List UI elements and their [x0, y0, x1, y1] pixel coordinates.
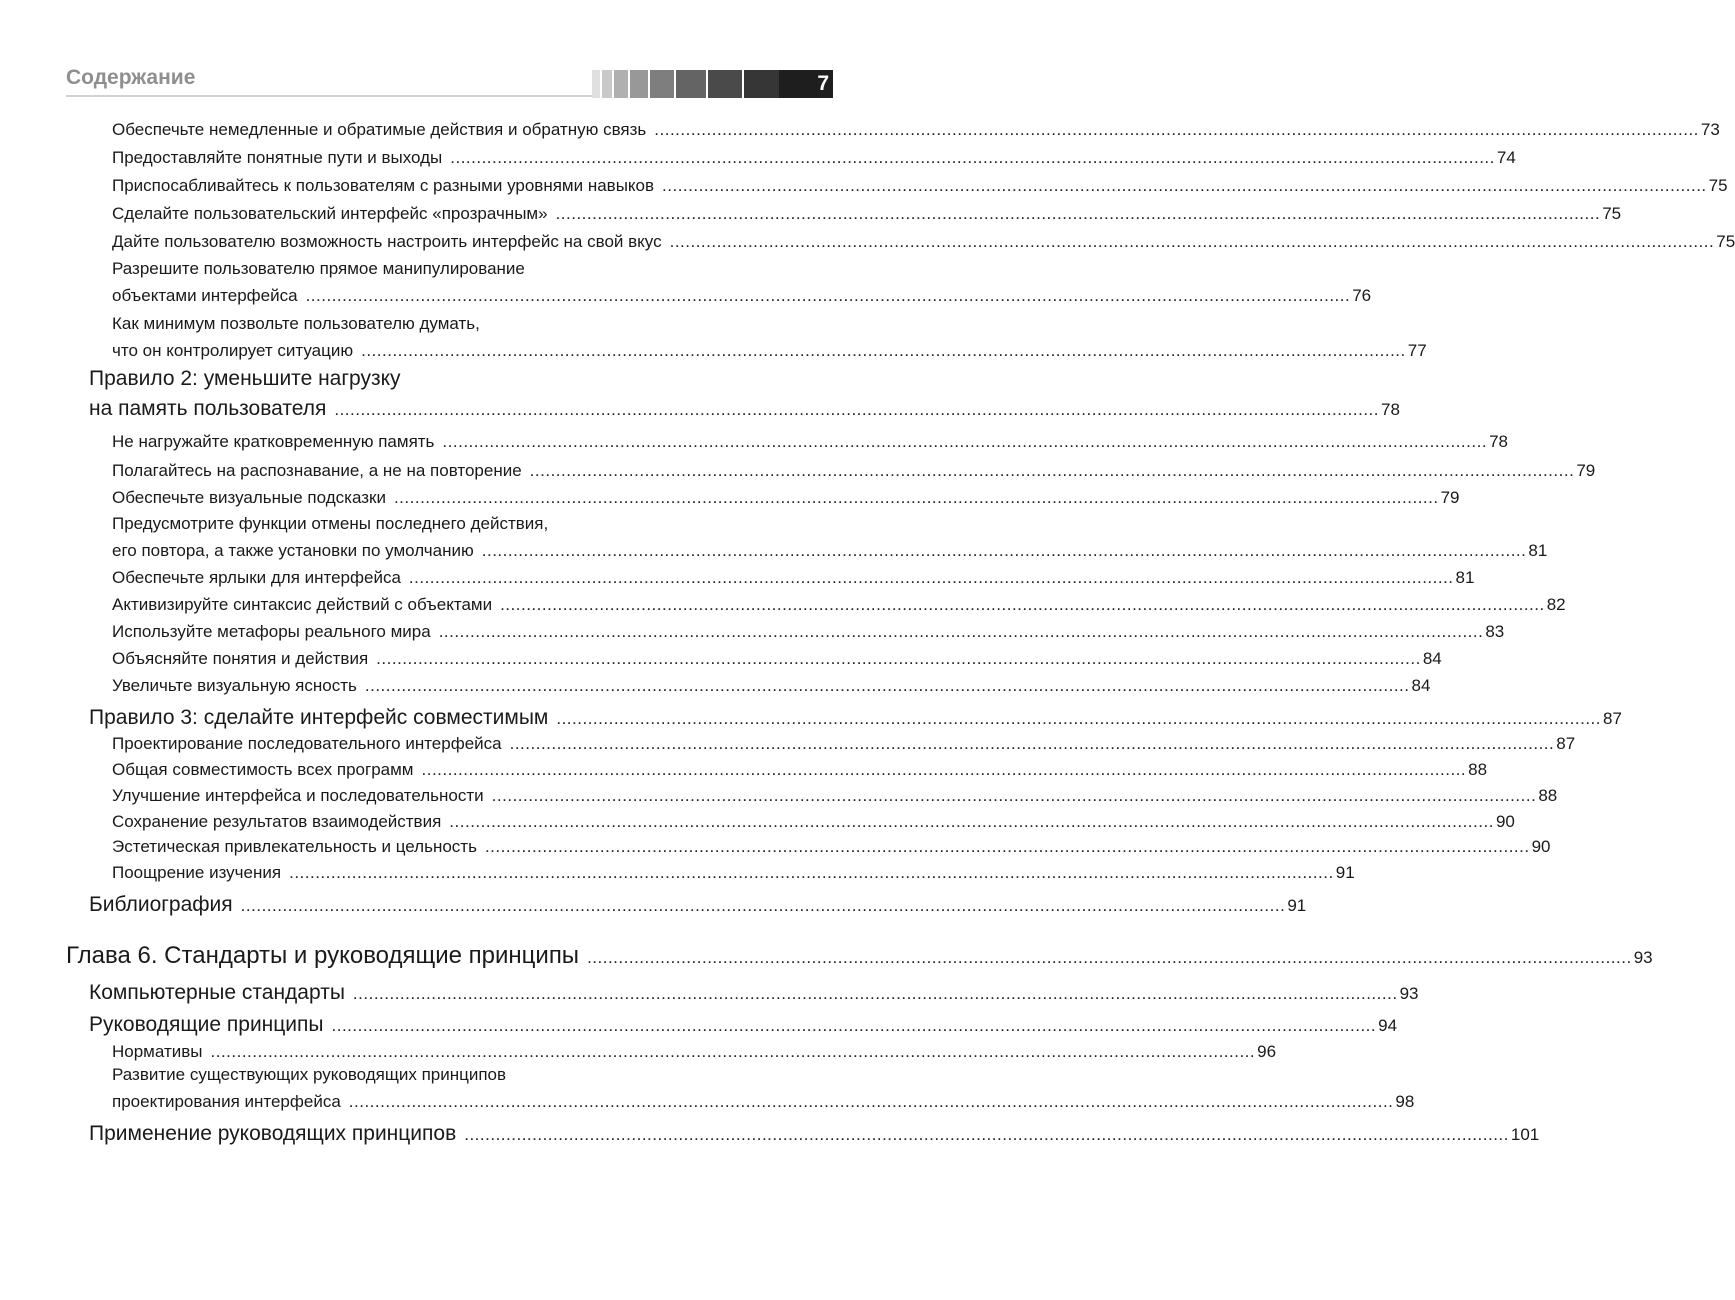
toc-leader-dots: ........................................................................................................................................................................................................: [421, 760, 1467, 779]
toc-entry-title: на память пользователя: [89, 397, 327, 420]
toc-page-number: 87: [1556, 734, 1576, 753]
toc-line: [89, 394, 1400, 424]
toc-leader-dots: ........................................................................................................................................................................................................: [305, 286, 1351, 305]
toc-leader-dots: ........................................................................................................................................................................................................: [352, 984, 1398, 1003]
toc-entry-title: Разрешите пользователю прямое манипулирование: [112, 259, 525, 278]
toc-line: [112, 859, 1355, 886]
toc-entry: [112, 255, 1372, 309]
toc-page-number: 94: [1378, 1016, 1398, 1035]
header-bar: [744, 70, 779, 98]
toc-line: [112, 618, 1505, 645]
toc-leader-dots: ........................................................................................................................................................................................................: [449, 812, 1494, 831]
toc-page-number: 83: [1485, 622, 1505, 641]
toc-entry-title: Обеспечьте визуальные подсказки: [112, 488, 386, 507]
toc-leader-dots: ........................................................................................................................................................................................................: [484, 837, 1530, 856]
toc-page-number: 76: [1352, 286, 1372, 305]
toc-entry-title: Не нагружайте кратковременную память: [112, 432, 435, 451]
toc-line: [112, 337, 1427, 364]
toc-leader-dots: ........................................................................................................................................................................................................: [500, 595, 1545, 614]
toc-line: [112, 645, 1442, 672]
page-number: 7: [817, 72, 829, 95]
toc-leader-dots: ........................................................................................................................................................................................................: [289, 863, 1334, 882]
toc-entry: [112, 782, 1558, 809]
toc-line: [112, 310, 833, 337]
toc-page-number: 77: [1407, 341, 1427, 360]
toc-line: [89, 364, 833, 394]
toc-line: [112, 228, 1735, 255]
toc-page-number: 98: [1395, 1092, 1415, 1111]
toc-line: [112, 255, 833, 282]
toc-leader-dots: ........................................................................................................................................................................................................: [438, 622, 1484, 641]
toc-line: [112, 510, 833, 537]
toc-line: [112, 564, 1475, 591]
toc-entry: [66, 942, 1653, 969]
toc-entry: [112, 672, 1431, 699]
toc-page-number: 88: [1538, 786, 1558, 805]
toc-page-number: 84: [1422, 649, 1442, 668]
toc-page-number: 101: [1510, 1125, 1540, 1144]
toc-entry-title: Нормативы: [112, 1042, 203, 1061]
toc-entry: [112, 859, 1355, 886]
toc-entry-title: Библиография: [89, 893, 233, 916]
toc-line: [112, 144, 1516, 171]
toc-leader-dots: ........................................................................................................................................................................................................: [587, 948, 1632, 967]
toc-page-number: 82: [1546, 595, 1566, 614]
toc-entry-title: Правило 2: уменьшите нагрузку: [89, 367, 401, 390]
toc-entry-title: Объясняйте понятия и действия: [112, 649, 369, 668]
header-bar: [708, 70, 742, 98]
toc-entry-title: Эстетическая привлекательность и цельность: [112, 837, 477, 856]
toc-entry: [112, 1061, 1415, 1115]
toc-line: [112, 672, 1431, 699]
toc-leader-dots: ........................................................................................................................................................................................................: [450, 148, 1495, 167]
toc-page-number: 91: [1335, 863, 1355, 882]
toc-entry-title: Улучшение интерфейса и последовательности: [112, 786, 484, 805]
toc-entry: [112, 228, 1735, 255]
header-bar: [630, 70, 648, 98]
toc-entry: [112, 200, 1622, 227]
toc-page-number: 93: [1633, 948, 1653, 967]
toc-entry: [89, 1010, 1398, 1040]
toc-leader-dots: ........................................................................................................................................................................................................: [348, 1092, 1394, 1111]
toc-entry: [112, 645, 1442, 672]
toc-entry-title: Компьютерные стандарты: [89, 981, 345, 1004]
toc-entry: [89, 364, 1400, 424]
toc-leader-dots: ........................................................................................................................................................................................................: [529, 461, 1575, 480]
toc-entry-title: Поощрение изучения: [112, 863, 282, 882]
toc-entry: [89, 978, 1419, 1008]
toc-leader-dots: ........................................................................................................................................................................................................: [334, 400, 1379, 419]
header-bar: [614, 70, 628, 98]
toc-entry-title: его повтора, а также установки по умолчанию: [112, 541, 474, 560]
toc-page-number: 81: [1455, 568, 1475, 587]
toc-leader-dots: ........................................................................................................................................................................................................: [556, 709, 1601, 728]
toc-line: [112, 756, 1488, 783]
toc-entry: [89, 1119, 1540, 1149]
header-bar: [650, 70, 674, 98]
toc-leader-dots: ........................................................................................................................................................................................................: [361, 341, 1406, 360]
toc-entry-title: Активизируйте синтаксис действий с объектами: [112, 595, 493, 614]
toc-leader-dots: ........................................................................................................................................................................................................: [509, 734, 1555, 753]
toc-entry-title: Увеличьте визуальную ясность: [112, 676, 357, 695]
toc-leader-dots: ........................................................................................................................................................................................................: [662, 176, 1707, 195]
toc-line: [112, 1088, 1415, 1115]
toc-entry-title: Как минимум позвольте пользователю думать,: [112, 314, 480, 333]
toc-line: [112, 282, 1372, 309]
toc-leader-dots: ........................................................................................................................................................................................................: [376, 649, 1421, 668]
toc-entry-title: Дайте пользователю возможность настроить интерфейс на свой вкус: [112, 232, 662, 251]
toc-leader-dots: ........................................................................................................................................................................................................: [464, 1125, 1509, 1144]
toc-entry-title: Предусмотрите функции отмены последнего действия,: [112, 514, 549, 533]
toc-line: [89, 1119, 1540, 1149]
toc-line: [112, 833, 1551, 860]
toc-page-number: 75: [1716, 232, 1735, 251]
toc-leader-dots: ........................................................................................................................................................................................................: [210, 1042, 1256, 1061]
toc-leader-dots: ........................................................................................................................................................................................................: [442, 432, 1488, 451]
toc-page-number: 81: [1528, 541, 1548, 560]
toc-leader-dots: ........................................................................................................................................................................................................: [654, 120, 1699, 139]
toc-line: [89, 703, 1622, 733]
toc-line: [112, 428, 1508, 455]
toc-entry-title: объектами интерфейса: [112, 286, 298, 305]
toc-entry: [112, 833, 1551, 860]
toc-page-number: 79: [1576, 461, 1596, 480]
header-bar: [676, 70, 706, 98]
toc-entry: [112, 808, 1515, 835]
toc-page-number: 93: [1399, 984, 1419, 1003]
toc-line: [112, 808, 1515, 835]
toc-entry: [112, 510, 1548, 564]
toc-entry-title: Приспосабливайтесь к пользователям с разными уровнями навыков: [112, 176, 655, 195]
toc-entry-title: Проектирование последовательного интерфейса: [112, 734, 502, 753]
toc-page-number: 75: [1708, 176, 1728, 195]
toc-line: [89, 890, 1307, 920]
toc-leader-dots: ........................................................................................................................................................................................................: [555, 204, 1601, 223]
toc-entry: [112, 310, 1427, 364]
toc-line: [112, 537, 1548, 564]
toc-entry-title: Руководящие принципы: [89, 1013, 324, 1036]
toc-page-number: 74: [1496, 148, 1516, 167]
toc-entry: [112, 618, 1505, 645]
page-number-box: [779, 70, 833, 98]
toc-entry-title: Полагайтесь на распознавание, а не на повторение: [112, 461, 522, 480]
toc-entry: [112, 457, 1596, 484]
toc-line: [112, 172, 1728, 199]
toc-entry-title: Применение руководящих принципов: [89, 1122, 457, 1145]
toc-entry-title: Глава 6. Стандарты и руководящие принципы: [66, 942, 580, 969]
running-header-title: Содержание: [66, 66, 196, 89]
toc-entry-title: Обеспечьте ярлыки для интерфейса: [112, 568, 401, 587]
toc-page-number: 78: [1381, 400, 1400, 419]
toc-leader-dots: ........................................................................................................................................................................................................: [331, 1016, 1377, 1035]
toc-entry: [112, 756, 1488, 783]
toc-entry: [112, 428, 1508, 455]
toc-entry: [112, 172, 1728, 199]
toc-entry-title: Используйте метафоры реального мира: [112, 622, 431, 641]
toc-leader-dots: ........................................................................................................................................................................................................: [408, 568, 1454, 587]
toc-entry-title: Развитие существующих руководящих принципов: [112, 1065, 507, 1084]
toc-line: [66, 942, 1653, 969]
toc-line: [112, 591, 1566, 618]
toc-entry-title: Предоставляйте понятные пути и выходы: [112, 148, 443, 167]
toc-line: [112, 116, 1720, 143]
toc-page-number: 90: [1531, 837, 1551, 856]
toc-line: [89, 978, 1419, 1008]
toc-leader-dots: ........................................................................................................................................................................................................: [364, 676, 1410, 695]
toc-page-number: 96: [1257, 1042, 1277, 1061]
toc-page-number: 73: [1700, 120, 1720, 139]
toc-entry-title: Сохранение результатов взаимодействия: [112, 812, 442, 831]
toc-leader-dots: ........................................................................................................................................................................................................: [491, 786, 1537, 805]
toc-entry: [112, 116, 1720, 143]
toc-leader-dots: ........................................................................................................................................................................................................: [240, 896, 1286, 915]
toc-page-number: 75: [1602, 204, 1622, 223]
toc-entry-title: Обеспечьте немедленные и обратимые действия и обратную связь: [112, 120, 647, 139]
toc-line: [112, 484, 1460, 511]
toc-entry-title: что он контролирует ситуацию: [112, 341, 354, 360]
toc-leader-dots: ........................................................................................................................................................................................................: [481, 541, 1527, 560]
toc-entry: [112, 730, 1576, 757]
toc-line: [112, 1061, 833, 1088]
toc-entry: [112, 144, 1516, 171]
toc-entry-title: Сделайте пользовательский интерфейс «прозрачным»: [112, 204, 548, 223]
header-bar: [592, 70, 600, 98]
toc-page-number: 87: [1603, 709, 1622, 728]
toc-page-number: 79: [1440, 488, 1460, 507]
toc-entry: [89, 703, 1622, 733]
toc-page-number: 88: [1468, 760, 1488, 779]
toc-entry: [112, 484, 1460, 511]
toc-page-number: 91: [1287, 896, 1307, 915]
toc-entry: [112, 564, 1475, 591]
toc-entry: [112, 591, 1566, 618]
toc-entry: [89, 890, 1307, 920]
header-rule: [66, 95, 592, 97]
toc-leader-dots: ........................................................................................................................................................................................................: [393, 488, 1439, 507]
header-bar: [602, 70, 612, 98]
toc-line: [112, 200, 1622, 227]
toc-line: [112, 782, 1558, 809]
toc-page-number: 84: [1411, 676, 1431, 695]
toc-line: [112, 730, 1576, 757]
toc-entry-title: Общая совместимость всех программ: [112, 760, 414, 779]
toc-page-number: 90: [1495, 812, 1515, 831]
toc-line: [112, 457, 1596, 484]
toc-leader-dots: ........................................................................................................................................................................................................: [669, 232, 1715, 251]
toc-entry-title: Правило 3: сделайте интерфейс совместимым: [89, 706, 549, 729]
toc-line: [89, 1010, 1398, 1040]
toc-page-number: 78: [1489, 432, 1508, 451]
toc-entry-title: проектирования интерфейса: [112, 1092, 341, 1111]
